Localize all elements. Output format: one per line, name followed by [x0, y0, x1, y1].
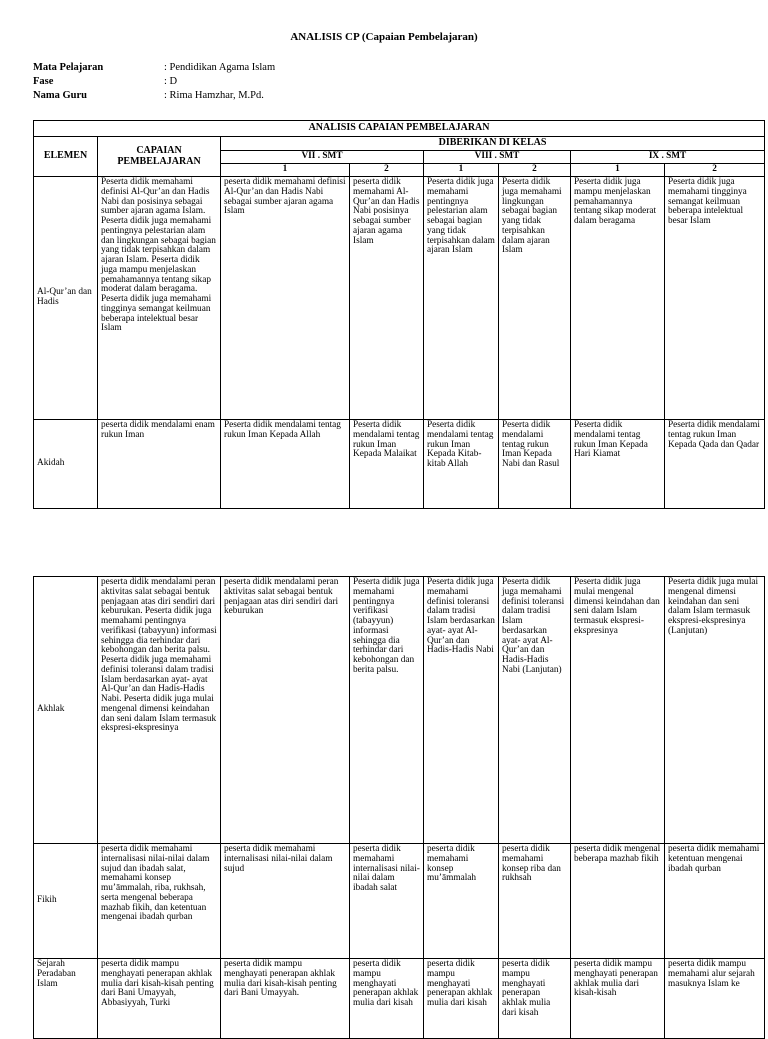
semester-cell: peserta didik mampu menghayati penerapan akhlak mulia dari kisah — [424, 959, 499, 1039]
semester-cell: peserta didik mampu memahami alur sejarah masuknya Islam ke — [665, 959, 765, 1039]
meta-value: : Rima Hamzhar, M.Pd. — [164, 90, 264, 101]
capaian-cell: peserta didik mendalami peran aktivitas salat sebagai bentuk penjagaan atas diri sendiri dari keburukan. Peserta didik juga memahami pentingnya verifikasi (tabayyun) informasi sehingga dia terhindar dari kebohongan dan berita palsu. Peserta didik juga memahami definisi toleransi dalam tradisi Islam berdasarkan ayat- ayat Al-Qur’an dan Hadis-Hadis Nabi. Peserta didik juga mulai mengenal dimensi keindahan dan seni dalam Islam termasuk ekspresi-ekspresinya — [98, 577, 221, 844]
capaian-cell: peserta didik mampu menghayati penerapan akhlak mulia dari kisah-kisah penting dari Bani Umayyah, Abbasiyyah, Turki — [98, 959, 221, 1039]
elemen-cell: Sejarah Peradaban Islam — [34, 959, 98, 1039]
table-row — [34, 577, 765, 844]
elemen-cell: Akidah — [34, 420, 98, 509]
semester-cell: peserta didik mampu menghayati penerapan akhlak mulia dari kisah — [350, 959, 424, 1039]
semester-cell: Peserta didik juga memahami definisi toleransi dalam tradisi Islam berdasarkan ayat- ayat Al-Qur’an dan Hadis-Hadis Nabi (Lanjutan) — [499, 577, 571, 844]
meta-label: Fase — [33, 76, 54, 87]
semester-cell: peserta didik memahami internalisasi nilai-nilai dalam ibadah salat — [350, 844, 424, 959]
meta-label: Mata Pelajaran — [33, 62, 104, 73]
elemen-cell: Akhlak — [34, 577, 98, 844]
table-row — [34, 844, 765, 959]
semester-cell: peserta didik memahami konsep riba dan rukhsah — [499, 844, 571, 959]
meta-value: : Pendidikan Agama Islam — [164, 62, 276, 73]
meta-value: : D — [164, 76, 178, 87]
header-capaian: CAPAIAN PEMBELAJARAN — [98, 137, 221, 177]
semester-cell: peserta didik memahami internalisasi nilai-nilai dalam sujud — [221, 844, 350, 959]
semester-cell: peserta didik memahami ketentuan mengenai ibadah qurban — [665, 844, 765, 959]
semester-cell: Peserta didik mendalami tentag rukun Iman Kepada Kitab-kitab Allah — [424, 420, 499, 509]
semester-cell: Peserta didik juga memahami lingkungan sebagai bagian yang tidak terpisahkan dalam ajaran Islam — [499, 177, 571, 420]
semester-cell: Peserta didik juga memahami pentingnya verifikasi (tabayyun) informasi sehingga dia terhindar dari kebohongan dan berita palsu. — [350, 577, 424, 844]
semester-cell: Peserta didik mendalami tentag rukun Iman Kepada Allah — [221, 420, 350, 509]
semester-cell: peserta didik mampu menghayati penerapan akhlak mulia dari kisah-kisah — [571, 959, 665, 1039]
elemen-cell: Fikih — [34, 844, 98, 959]
semester-cell: Peserta didik juga memahami pentingnya pelestarian alam sebagai bagian yang tidak terpisahkan dalam ajaran Islam — [424, 177, 499, 420]
capaian-cell: peserta didik memahami internalisasi nilai-nilai dalam sujud dan ibadah salat, memahami konsep mu’āmmalah, riba, rukhsah, serta mengenal beberapa mazhab fikih, dan ketentuan mengenai ibadah qurban — [98, 844, 221, 959]
table-row — [34, 959, 765, 1039]
semester-cell: peserta didik memahami konsep mu’āmmalah — [424, 844, 499, 959]
document-title: ANALISIS CP (Capaian Pembelajaran) — [290, 31, 478, 43]
semester-cell: peserta didik mampu menghayati penerapan akhlak mulia dari kisah-kisah penting dari Bani Umayyah. — [221, 959, 350, 1039]
header-semester: 1 — [221, 164, 350, 177]
semester-cell: peserta didik mendalami peran aktivitas salat sebagai bentuk penjagaan atas diri sendiri dari keburukan — [221, 577, 350, 844]
semester-cell: Peserta didik mendalami tentag rukun Iman Kepada Nabi dan Rasul — [499, 420, 571, 509]
header-elemen: ELEMEN — [34, 137, 98, 177]
semester-cell: peserta didik mengenal beberapa mazhab fikih — [571, 844, 665, 959]
header-semester: 2 — [350, 164, 424, 177]
table-row — [34, 420, 765, 509]
table-row — [34, 177, 765, 420]
semester-cell: Peserta didik juga memahami definisi toleransi dalam tradisi Islam berdasarkan ayat- ayat Al-Qur’an dan Hadis-Hadis Nabi — [424, 577, 499, 844]
semester-cell: peserta didik mampu menghayati penerapan akhlak mulia dari kisah — [499, 959, 571, 1039]
semester-cell: Peserta didik juga mampu menjelaskan pemahamannya tentang sikap moderat dalam beragama — [571, 177, 665, 420]
elemen-cell: Al-Qur’an dan Hadis — [34, 177, 98, 420]
semester-cell: Peserta didik juga mulai mengenal dimensi keindahan dan seni dalam Islam termasuk ekspresi-ekspresinya — [571, 577, 665, 844]
semester-cell: Peserta didik mendalami tentag rukun Iman Kepada Qada dan Qadar — [665, 420, 765, 509]
meta-label: Nama Guru — [33, 90, 87, 101]
cp-analysis-table-continued — [33, 576, 765, 1039]
semester-cell: peserta didik memahami Al-Qur’an dan Hadis Nabi posisinya sebagai sumber ajaran agama Islam — [350, 177, 424, 420]
semester-cell: Peserta didik mendalami tentag rukun Iman Kepada Hari Kiamat — [571, 420, 665, 509]
header-class-vii: VII . SMT — [221, 151, 424, 164]
header-diberikan: DIBERIKAN DI KELAS — [221, 137, 765, 151]
semester-cell: peserta didik memahami definisi Al-Qur’an dan Hadis Nabi sebagai sumber ajaran agama Islam — [221, 177, 350, 420]
cp-analysis-table — [33, 120, 765, 509]
semester-cell: Peserta didik mendalami tentag rukun Iman Kepada Malaikat — [350, 420, 424, 509]
table-title: ANALISIS CAPAIAN PEMBELAJARAN — [34, 121, 765, 137]
header-class-viii: VIII . SMT — [424, 151, 571, 164]
header-semester: 1 — [571, 164, 665, 177]
header-class-ix: IX . SMT — [571, 151, 765, 164]
header-semester: 2 — [665, 164, 765, 177]
semester-cell: Peserta didik juga memahami tingginya semangat keilmuan beberapa intelektual besar Islam — [665, 177, 765, 420]
capaian-cell: Peserta didik memahami definisi Al-Qur’an dan Hadis Nabi dan posisinya sebagai sumber ajaran agama Islam. Peserta didik juga memahami pentingnya pelestarian alam dan lingkungan sebagai bagian yang tidak terpisahkan dalam ajaran Islam. Peserta didik juga mampu menjelaskan pemahamannya tentang sikap moderat dalam beragama. Peserta didik juga memahami tingginya semangat keilmuan beberapa intelektual besar Islam — [98, 177, 221, 420]
header-semester: 2 — [499, 164, 571, 177]
header-semester: 1 — [424, 164, 499, 177]
capaian-cell: peserta didik mendalami enam rukun Iman — [98, 420, 221, 509]
semester-cell: Peserta didik juga mulai mengenal dimensi keindahan dan seni dalam Islam termasuk ekspresi-ekspresinya (Lanjutan) — [665, 577, 765, 844]
